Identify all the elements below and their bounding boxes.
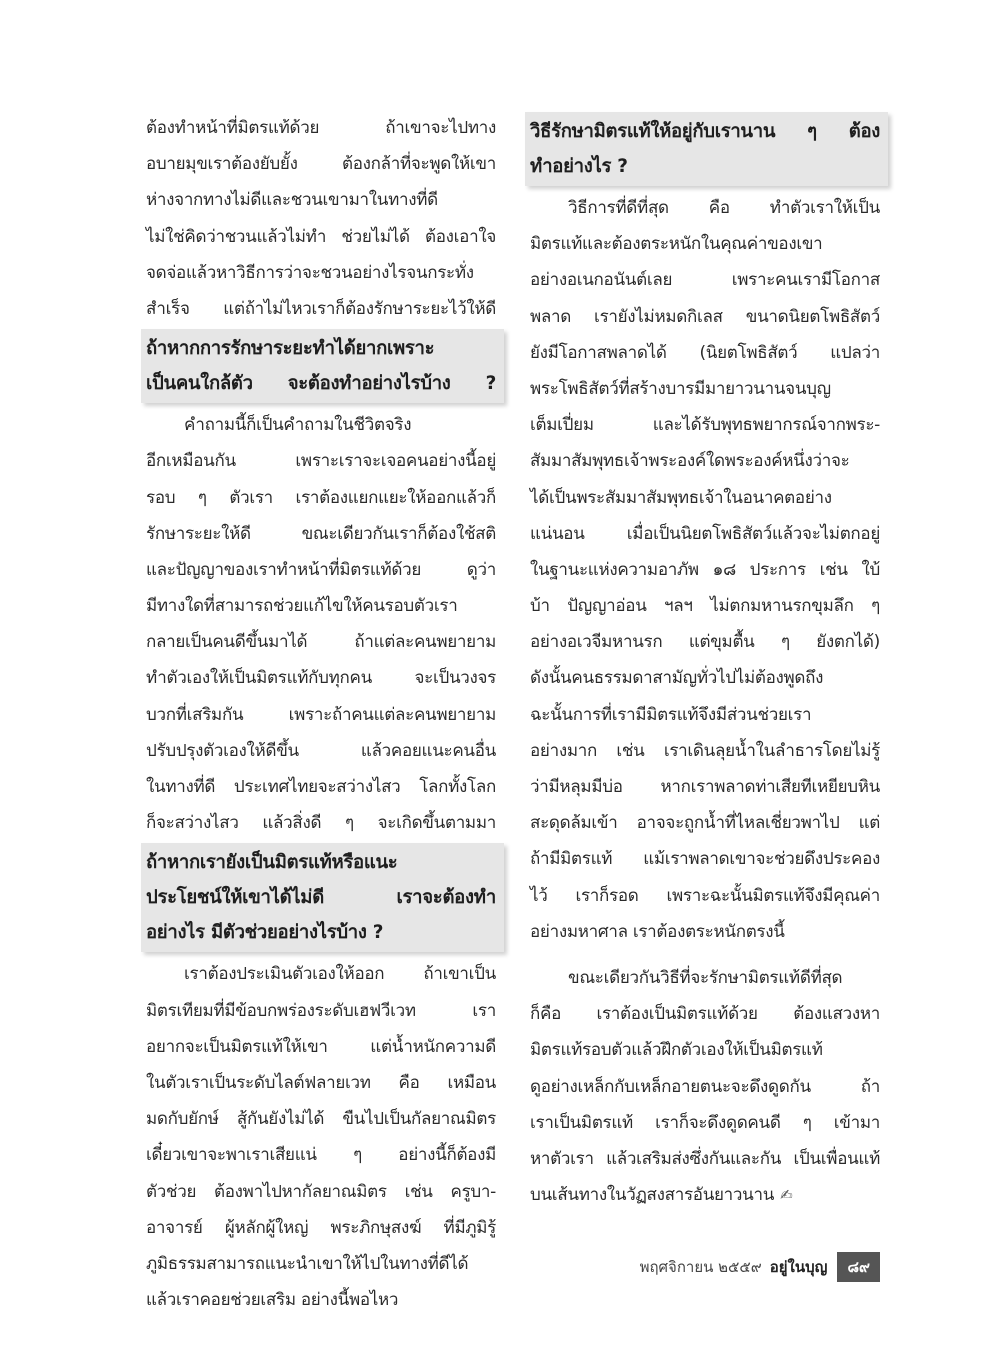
heading-line: ถ้าหากเรายังเป็นมิตรแท้หรือแนะ bbox=[146, 852, 398, 874]
end-mark-pen-icon: ✍ bbox=[780, 1186, 793, 1205]
left-paragraph-2 bbox=[146, 407, 496, 841]
text-line: อยากจะเป็นมิตรแท้ให้เขา แต่น้ำหนักความดี bbox=[146, 1036, 496, 1057]
text-line: ปรับปรุงตัวเองให้ดีขึ้น แล้วคอยแนะคนอื่น bbox=[146, 740, 496, 761]
text-line: ในตัวเราเป็นระดับไลต์ฟลายเวท คือ เหมือน bbox=[146, 1072, 496, 1093]
text-line: มิตรแท้รอบตัวแล้วฝึกตัวเองให้เป็นมิตรแท้ bbox=[530, 1040, 823, 1061]
text-line: ได้เป็นพระสัมมาสัมพุทธเจ้าในอนาคตอย่าง bbox=[530, 487, 832, 508]
question-heading-2 bbox=[141, 843, 504, 952]
text-line: มีทางใดที่สามารถช่วยแก้ไขให้คนรอบตัวเรา bbox=[146, 596, 458, 617]
text-line: ยังมีโอกาสพลาดได้ (นิยตโพธิสัตว์ แปลว่า bbox=[530, 342, 880, 363]
text-line: หาตัวเรา แล้วเสริมส่งซึ่งกันและกัน เป็นเพื่อนแท้ bbox=[530, 1148, 880, 1169]
text-line: อย่างอเนกอนันต์เลย เพราะคนเรามีโอกาส bbox=[530, 270, 880, 291]
text-line: เดี๋ยวเขาจะพาเราเสียแน่ ๆ อย่างนี้ก็ต้องมี bbox=[146, 1145, 496, 1166]
text-line bbox=[530, 1177, 880, 1213]
right-paragraph-2 bbox=[530, 960, 880, 1213]
text-line: แล้วเราคอยช่วยเสริม อย่างนี้พอไหว bbox=[146, 1290, 399, 1311]
text-line: ในทางที่ดี ประเทศไทยจะสว่างไสว โลกทั้งโลก bbox=[146, 777, 496, 797]
text-line: คำถามนี้ก็เป็นคำถามในชีวิตจริง bbox=[184, 415, 412, 436]
text-line: บ้า ปัญญาอ่อน ฯลฯ ไม่ตกมหานรกขุมลึก ๆ bbox=[530, 596, 880, 617]
text-line: ฉะนั้นการที่เรามีมิตรแท้จึงมีส่วนช่วยเรา bbox=[530, 704, 812, 725]
question-heading-1 bbox=[141, 329, 504, 403]
text-line: ดูอย่างเหล็กกับเหล็กอายตนะจะดึงดูดกัน ถ้า bbox=[530, 1076, 880, 1097]
text-line: ก็คือ เราต้องเป็นมิตรแท้ด้วย ต้องแสวงหา bbox=[530, 1004, 880, 1025]
text-line: ว่ามีหลุมมีบ่อ หากเราพลาดท่าเสียทีเหยียบหิน bbox=[530, 777, 880, 797]
text-line: มิตรเทียมที่มีข้อบกพร่องระดับเฮฟวีเวท เรา bbox=[146, 1000, 496, 1021]
text-line: มดกับยักษ์ สู้กันยังไม่ได้ ขืนไปเป็นกัลยาณมิตร bbox=[146, 1109, 496, 1130]
text-line: มิตรแท้และต้องตระหนักในคุณค่าของเขา bbox=[530, 234, 823, 255]
heading-line: อย่างไร มีตัวช่วยอย่างไรบ้าง ? bbox=[146, 922, 384, 944]
question-heading-3 bbox=[525, 112, 888, 186]
text-line: บวกที่เสริมกัน เพราะถ้าคนแต่ละคนพยายาม bbox=[146, 704, 496, 725]
text-line: ดังนั้นคนธรรมดาสามัญทั่วไปไม่ต้องพูดถึง bbox=[530, 668, 824, 689]
text-line: ในฐานะแห่งความอาภัพ ๑๘ ประการ เช่น ใบ้ bbox=[530, 559, 880, 580]
text-line: กลายเป็นคนดีขึ้นมาได้ ถ้าแต่ละคนพยายาม bbox=[146, 632, 496, 653]
text-line: รักษาระยะให้ดี ขณะเดียวกันเราก็ต้องใช้สติ bbox=[146, 523, 496, 544]
text-line: ห่างจากทางไม่ดีและชวนเขามาในทางที่ดี bbox=[146, 190, 438, 211]
magazine-name: อยู่ในบุญ bbox=[769, 1258, 828, 1276]
text-line: อย่างมาก เช่น เราเดินลุยน้ำในลำธารโดยไม่รู้ bbox=[530, 740, 880, 761]
final-line-text: บนเส้นทางในวัฏสงสารอันยาวนาน bbox=[530, 1185, 775, 1206]
text-line: อาจารย์ ผู้หลักผู้ใหญ่ พระภิกษุสงฆ์ ที่มีภูมิรู้ bbox=[146, 1217, 496, 1238]
left-paragraph-1 bbox=[146, 110, 496, 327]
text-line: วิธีการที่ดีที่สุด คือ ทำตัวเราให้เป็น bbox=[568, 198, 880, 218]
issue-date: พฤศจิกายน ๒๕๕๙ bbox=[639, 1258, 762, 1276]
heading-line: ถ้าหากการรักษาระยะทำได้ยากเพราะ bbox=[146, 338, 435, 360]
text-line: พระโพธิสัตว์ที่สร้างบารมีมายาวนานจนบุญ bbox=[530, 378, 831, 399]
text-line: จดจ่อแล้วหาวิธีการว่าจะชวนอย่างไรจนกระทั่ง bbox=[146, 262, 474, 283]
text-line: เราเป็นมิตรแท้ เราก็จะดึงดูดคนดี ๆ เข้ามา bbox=[530, 1112, 880, 1133]
heading-line: ประโยชน์ให้เขาได้ไม่ดี เราจะต้องทำ bbox=[146, 887, 496, 909]
text-line: อีกเหมือนกัน เพราะเราจะเจอคนอย่างนี้อยู่ bbox=[146, 451, 496, 472]
text-line: อย่างมหาศาล เราต้องตระหนักตรงนี้ bbox=[530, 921, 785, 942]
right-paragraph-1 bbox=[530, 190, 880, 950]
text-line: รอบ ๆ ตัวเรา เราต้องแยกแยะให้ออกแล้วก็ bbox=[146, 487, 496, 508]
left-column bbox=[146, 110, 496, 1318]
heading-line: วิธีรักษามิตรแท้ให้อยู่กับเรานาน ๆ ต้อง bbox=[530, 121, 880, 142]
text-line: ทำตัวเองให้เป็นมิตรแท้กับทุกคน จะเป็นวงจร bbox=[146, 668, 496, 689]
left-paragraph-3 bbox=[146, 956, 496, 1318]
right-column bbox=[530, 110, 880, 1213]
text-line: สำเร็จ แต่ถ้าไม่ไหวเราก็ต้องรักษาระยะไว้ให้ดี bbox=[146, 298, 496, 319]
heading-line: ทำอย่างไร ? bbox=[530, 156, 628, 177]
text-line: ต้องทำหน้าที่มิตรแท้ด้วย ถ้าเขาจะไปทาง bbox=[146, 118, 496, 138]
text-line: ไว้ เราก็รอด เพราะฉะนั้นมิตรแท้จึงมีคุณค่า bbox=[530, 885, 880, 906]
text-line: ก็จะสว่างไสว แล้วสิ่งดี ๆ จะเกิดขึ้นตามมา bbox=[146, 813, 496, 834]
text-line: แน่นอน เมื่อเป็นนิยตโพธิสัตว์แล้วจะไม่ตกอยู่ bbox=[530, 523, 880, 544]
text-line: อย่างอเวจีมหานรก แต่ขุมตื้น ๆ ยังตกได้) bbox=[530, 632, 880, 653]
text-line: เต็มเปี่ยม และได้รับพุทธพยากรณ์จากพระ- bbox=[530, 415, 880, 436]
page-footer bbox=[560, 1252, 880, 1282]
page-number: ๘๙ bbox=[837, 1252, 880, 1282]
text-line: สะดุดล้มเข้า อาจจะถูกน้ำที่ไหลเชี่ยวพาไป แต่ bbox=[530, 813, 880, 834]
text-line: และปัญญาของเราทำหน้าที่มิตรแท้ด้วย ดูว่า bbox=[146, 559, 496, 580]
text-line: เราต้องประเมินตัวเองให้ออก ถ้าเขาเป็น bbox=[184, 964, 496, 985]
text-line: ไม่ใช่คิดว่าชวนแล้วไม่ทำ ช่วยไม่ได้ ต้องเอาใจ bbox=[146, 226, 496, 247]
text-line: ตัวช่วย ต้องพาไปหากัลยาณมิตร เช่น ครูบา- bbox=[146, 1181, 496, 1202]
text-line: พลาด เรายังไม่หมดกิเลส ขนาดนิยตโพธิสัตว์ bbox=[530, 306, 880, 327]
text-line: สัมมาสัมพุทธเจ้าพระองค์ใดพระองค์หนึ่งว่าจะ bbox=[530, 451, 850, 472]
heading-line: เป็นคนใกล้ตัว จะต้องทำอย่างไรบ้าง ? bbox=[146, 373, 496, 395]
text-line: อบายมุขเราต้องยับยั้ง ต้องกล้าที่จะพูดให้เขา bbox=[146, 154, 496, 175]
text-line: ภูมิธรรมสามารถแนะนำเขาให้ไปในทางที่ดีได้ bbox=[146, 1253, 469, 1274]
text-line: ขณะเดียวกันวิธีที่จะรักษามิตรแท้ดีที่สุด bbox=[568, 967, 843, 988]
text-line: ถ้ามีมิตรแท้ แม้เราพลาดเขาจะช่วยดึงประคอง bbox=[530, 849, 880, 870]
